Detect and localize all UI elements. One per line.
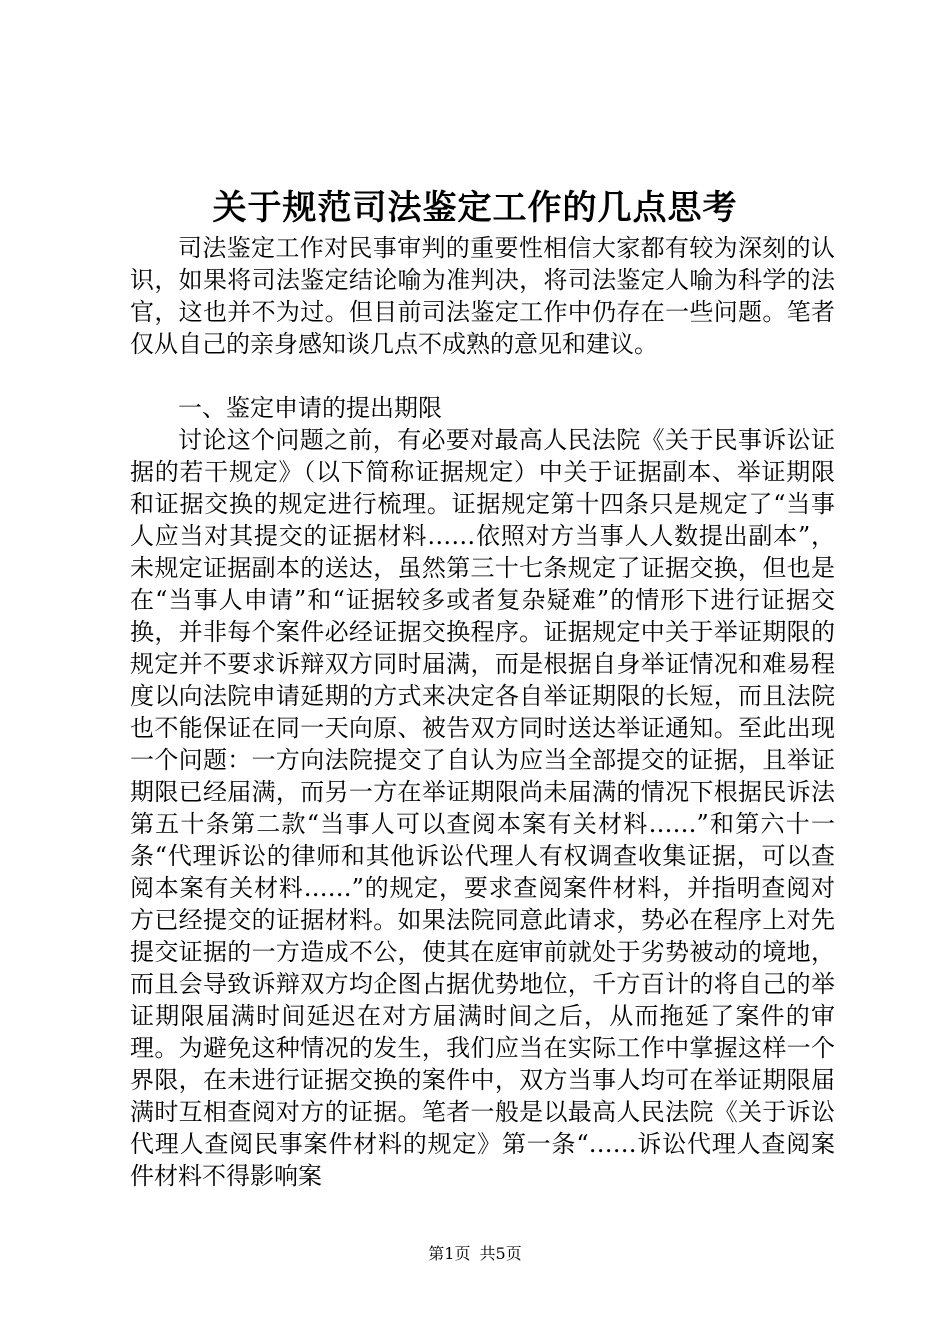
paragraph-intro: 司法鉴定工作对民事审判的重要性相信大家都有较为深刻的认识，如果将司法鉴定结论喻为准判决，将司法鉴定人喻为科学的法官，这也并不为过。但目前司法鉴定工作中仍存在一些问题。笔者仅从自己的亲身感知谈几点不成熟的意见和建议。 [130,234,835,358]
paragraph-section-1: 讨论这个问题之前，有必要对最高人民法院《关于民事诉讼证据的若干规定》（以下简称证据规定）中关于证据副本、举证期限和证据交换的规定进行梳理。证据规定第十四条只是规定了“当事人应当对其提交的证据材料……依照对方当事人人数提出副本”，未规定证据副本的送达，虽然第三十七条规定了证据交换，但也是在“当事人申请”和“证据较多或者复杂疑难”的情形下进行证据交换，并非每个案件必经证据交换程序。证据规定中关于举证期限的规定并不要求诉辩双方同时届满，而是根据自身举证情况和难易程度以向法院申请延期的方式来决定各自举证期限的长短，而且法院也不能保证在同一天向原、被告双方同时送达举证通知。至此出现一个问题：一方向法院提交了自认为应当全部提交的证据，且举证期限已经届满，而另一方在举证期限尚未届满的情况下根据民诉法第五十条第二款“当事人可以查阅本案有关材料……”和第六十一条“代理诉讼的律师和其他诉讼代理人有权调查收集证据，可以查阅本案有关材料……”的规定，要求查阅案件材料，并指明查阅对方已经提交的证据材料。如果法院同意此请求，势必在程序上对先提交证据的一方造成不公，使其在庭审前就处于劣势被动的境地，而且会导致诉辩双方均企图占据优势地位，千方百计的将自己的举证期限届满时间延迟在对方届满时间之后，从而拖延了案件的审理。为避免这种情况的发生，我们应当在实际工作中掌握这样一个界限，在未进行证据交换的案件中，双方当事人均可在举证期限届满时互相查阅对方的证据。笔者一般是以最高人民法院《关于诉讼代理人查阅民事案件材料的规定》第一条“……诉讼代理人查阅案件材料不得影响案 [130,426,835,1190]
document-title: 关于规范司法鉴定工作的几点思考 [212,188,738,228]
document-body [130,232,835,1192]
page-number-footer: 第1页 共5页 [428,1244,522,1263]
section-heading-1: 一、鉴定申请的提出期限 [178,394,442,422]
